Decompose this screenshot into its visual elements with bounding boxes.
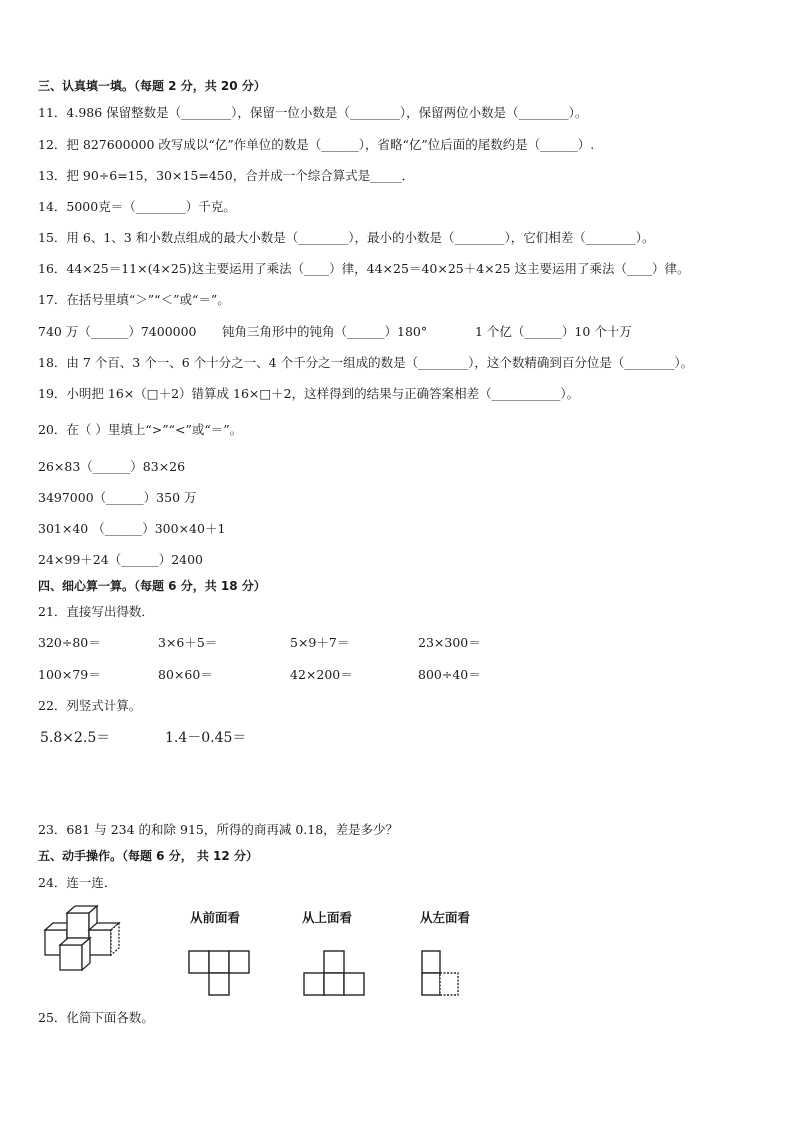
question-16: 16．44×25＝11×(4×25)这主要运用了乘法（____）律，44×25＝40×25＋4×25 这主要运用了乘法（____）律。 (38, 261, 690, 276)
q21-r2-c2: 80×60＝ (158, 667, 213, 682)
q17-item-2: 钝角三角形中的钝角（______）180° (222, 324, 428, 339)
question-17: 17．在括号里填“＞”“＜”或“＝”。 (38, 292, 230, 307)
top-view-diagram (303, 950, 373, 996)
question-21: 21．直接写出得数． (38, 604, 154, 619)
q20-item-2: 3497000（______）350 万 (38, 490, 197, 505)
q21-r2-c3: 42×200＝ (290, 667, 353, 682)
question-23: 23．681 与 234 的和除 915，所得的商再减 0.18，差是多少？ (38, 822, 399, 837)
question-14: 14．5000克＝（________）千克。 (38, 199, 236, 214)
q21-r2-c1: 100×79＝ (38, 667, 101, 682)
q20-item-1: 26×83（______）83×26 (38, 459, 186, 474)
view-top-label: 从上面看 (302, 910, 353, 925)
question-19: 19．小明把 16×（□＋2）错算成 16×□＋2，这样得到的结果与正确答案相差（___________）。 (38, 386, 580, 401)
question-25: 25．化简下面各数。 (38, 1010, 154, 1025)
section-4-heading: 四、细心算一算。（每题 6 分，共 18 分） (38, 579, 266, 593)
view-left-label: 从左面看 (420, 910, 471, 925)
question-22: 22．列竖式计算。 (38, 698, 142, 713)
question-24: 24．连一连． (38, 875, 117, 890)
question-18: 18．由 7 个百、3 个一、6 个十分之一、4 个千分之一组成的数是（________），这个数精确到百分位是（________）。 (38, 355, 694, 370)
section-5-heading: 五、动手操作。（每题 6 分， 共 12 分） (38, 849, 258, 863)
left-view-diagram (421, 950, 471, 996)
section-3-heading: 三、认真填一填。（每题 2 分，共 20 分） (38, 79, 266, 93)
front-view-diagram (188, 950, 258, 996)
q21-r1-c1: 320÷80＝ (38, 635, 101, 650)
q20-item-3: 301×40 （______）300×40＋1 (38, 521, 226, 536)
q20-item-4: 24×99＋24（______）2400 (38, 552, 204, 567)
q17-item-1: 740 万（______）7400000 (38, 324, 197, 339)
view-front-label: 从前面看 (190, 910, 241, 925)
q17-item-3: 1 个亿（______）10 个十万 (475, 324, 632, 339)
question-20: 20．在（ ）里填上“>”“<”或“＝”。 (38, 422, 243, 437)
question-12: 12．把 827600000 改写成以“亿”作单位的数是（______），省略“亿”位后面的尾数约是（______）. (38, 137, 595, 152)
cube-stack-figure (40, 905, 140, 985)
question-15: 15．用 6、1、3 和小数点组成的最大小数是（________），最小的小数是（________），它们相差（________）。 (38, 230, 655, 245)
q21-r2-c4: 800÷40＝ (418, 667, 481, 682)
q21-r1-c4: 23×300＝ (418, 635, 481, 650)
question-13: 13．把 90÷6=15，30×15=450，合并成一个综合算式是_____． (38, 168, 414, 183)
q22-item-1: 5.8×2.5＝ (40, 730, 111, 746)
q21-r1-c3: 5×9＋7＝ (290, 635, 350, 650)
question-11: 11．4.986 保留整数是（________），保留一位小数是（________），保留两位小数是（________）。 (38, 105, 588, 120)
q21-r1-c2: 3×6＋5＝ (158, 635, 218, 650)
q22-item-2: 1.4－0.45＝ (165, 730, 247, 746)
